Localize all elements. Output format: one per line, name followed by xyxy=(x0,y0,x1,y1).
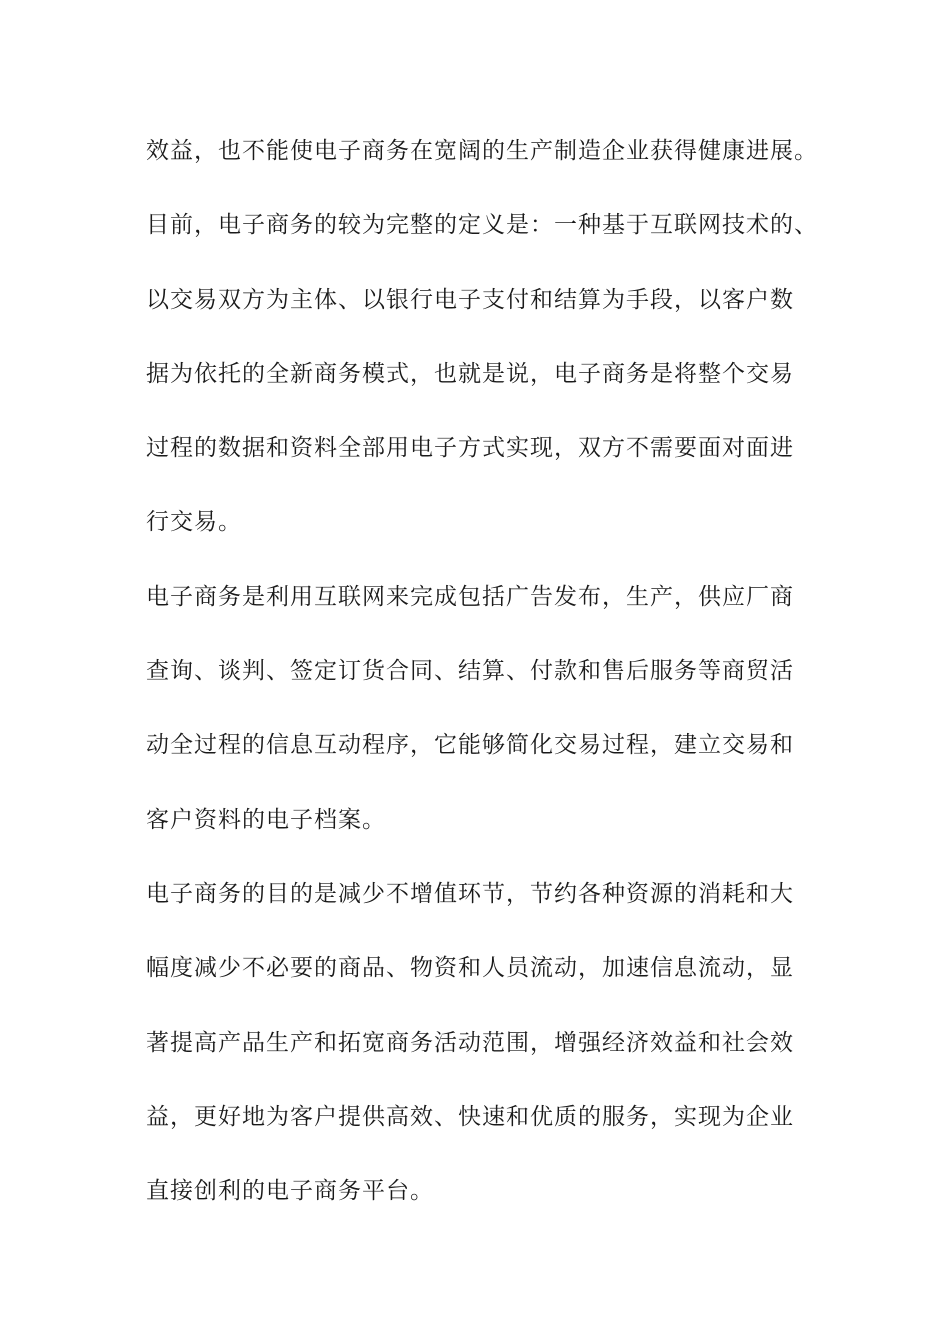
text-line: 动全过程的信息互动程序，它能够简化交易过程，建立交易和 xyxy=(146,732,794,759)
text-line: 电子商务的目的是减少不增值环节，节约各种资源的消耗和大 xyxy=(146,880,794,907)
text-line: 幅度减少不必要的商品、物资和人员流动，加速信息流动，显 xyxy=(146,955,794,982)
text-line: 查询、谈判、签定订货合同、结算、付款和售后服务等商贸活 xyxy=(146,658,794,685)
text-line: 客户资料的电子档案。 xyxy=(146,806,386,833)
text-line: 据为依托的全新商务模式，也就是说，电子商务是将整个交易 xyxy=(146,360,794,387)
text-line: 行交易。 xyxy=(146,509,242,536)
text-line: 电子商务是利用互联网来完成包括广告发布，生产，供应厂商 xyxy=(146,583,794,610)
text-line: 目前，电子商务的较为完整的定义是：一种基于互联网技术的、 xyxy=(146,212,818,239)
text-line: 直接创利的电子商务平台。 xyxy=(146,1178,434,1205)
text-line: 效益，也不能使电子商务在宽阔的生产制造企业获得健康进展。 xyxy=(146,138,818,164)
text-line: 以交易双方为主体、以银行电子支付和结算为手段，以客户数 xyxy=(146,286,794,313)
text-line: 过程的数据和资料全部用电子方式实现，双方不需要面对面进 xyxy=(146,435,794,462)
text-line: 益，更好地为客户提供高效、快速和优质的服务，实现为企业 xyxy=(146,1103,794,1130)
text-line: 著提高产品生产和拓宽商务活动范围，增强经济效益和社会效 xyxy=(146,1029,794,1056)
body-text xyxy=(146,126,816,1240)
